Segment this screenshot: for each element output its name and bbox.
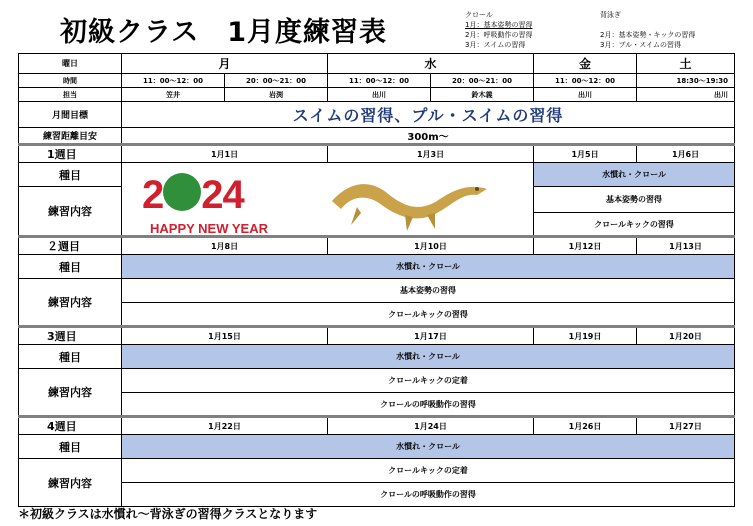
content-label: 練習内容 [19, 459, 122, 507]
dragon-face-icon [163, 173, 201, 211]
note-line [600, 20, 695, 30]
distance-value: 300m～ [122, 128, 735, 145]
week-label: 3週目 [19, 327, 122, 345]
distance-row [19, 128, 735, 145]
type-row [19, 163, 735, 187]
date-wednesday: 1月24日 [328, 417, 534, 435]
week-header-row [19, 145, 735, 163]
date-friday: 1月5日 [534, 145, 637, 163]
content-label: 練習内容 [19, 369, 122, 417]
day-row [19, 54, 735, 74]
note-line: 1月：基本姿勢の習得 [465, 21, 533, 29]
date-friday: 1月19日 [534, 327, 637, 345]
type-label: 種目 [19, 345, 122, 369]
date-monday: 1月8日 [122, 237, 328, 255]
date-saturday: 1月27日 [637, 417, 735, 435]
date-monday: 1月15日 [122, 327, 328, 345]
date-wednesday: 1月3日 [328, 145, 534, 163]
content-row [19, 483, 735, 507]
type-label: 種目 [19, 435, 122, 459]
content-row [19, 369, 735, 393]
type-cell: 水慣れ・クロール [122, 345, 735, 369]
type-cell: 水慣れ・クロール [534, 163, 735, 187]
content-cell: クロールキックの習得 [122, 303, 735, 327]
staff-cell: 出川 [637, 88, 735, 102]
time-cell: 18:30～19:30 [637, 74, 735, 88]
date-saturday: 1月20日 [637, 327, 735, 345]
staff-cell: 岩渕 [225, 88, 328, 102]
year-digits-left: 2 [142, 173, 164, 217]
type-row [19, 345, 735, 369]
goal-label: 月間目標 [19, 102, 122, 128]
year-2024 [142, 173, 244, 218]
note-line: クロール [465, 11, 493, 19]
content-label: 練習内容 [19, 187, 122, 237]
week-label: 1週目 [19, 145, 122, 163]
day-friday: 金 [534, 54, 637, 74]
week-header-row [19, 327, 735, 345]
content-row [19, 393, 735, 417]
day-label: 曜日 [19, 54, 122, 74]
date-wednesday: 1月10日 [328, 237, 534, 255]
dragon-icon [327, 171, 497, 233]
goal-row [19, 102, 735, 128]
date-monday: 1月1日 [122, 145, 328, 163]
time-cell: 11：00～12：00 [122, 74, 225, 88]
time-cell: 20：00～21：00 [431, 74, 534, 88]
note-line: 背泳ぎ [600, 11, 621, 19]
note-line: 3月：ブル・スイムの習得 [600, 41, 682, 49]
week-header-row [19, 417, 735, 435]
type-label: 種目 [19, 255, 122, 279]
date-wednesday: 1月17日 [328, 327, 534, 345]
page-title: 初級クラス 1月度練習表 [60, 17, 387, 48]
date-friday: 1月12日 [534, 237, 637, 255]
staff-cell: 出川 [328, 88, 431, 102]
date-saturday: 1月13日 [637, 237, 735, 255]
notes-crawl [465, 10, 532, 50]
footnote: ＊初級クラスは水慣れ～背泳ぎの習得クラスとなります [18, 507, 318, 521]
note-line: 2月：呼吸動作の習得 [465, 31, 533, 39]
date-monday: 1月22日 [122, 417, 328, 435]
content-row [19, 303, 735, 327]
time-row [19, 74, 735, 88]
content-cell: クロールキックの定着 [122, 459, 735, 483]
staff-row [19, 88, 735, 102]
schedule-table [18, 53, 735, 507]
type-cell: 水慣れ・クロール [122, 435, 735, 459]
new-year-banner [122, 163, 534, 237]
content-cell: クロールの呼吸動作の習得 [122, 483, 735, 507]
week-header-row [19, 237, 735, 255]
time-cell: 20：00～21：00 [225, 74, 328, 88]
date-friday: 1月26日 [534, 417, 637, 435]
week-label: ２週目 [19, 237, 122, 255]
staff-cell: 鈴木義 [431, 88, 534, 102]
day-monday: 月 [122, 54, 328, 74]
content-label: 練習内容 [19, 279, 122, 327]
year-digits-right: 24 [201, 173, 244, 217]
note-line: 3月：スイムの習得 [465, 41, 526, 49]
date-saturday: 1月6日 [637, 145, 735, 163]
notes-backstroke [600, 10, 695, 50]
staff-cell: 笠井 [122, 88, 225, 102]
goal-text: スイムの習得、プル・スイムの習得 [122, 102, 735, 128]
distance-label: 練習距離目安 [19, 128, 122, 145]
time-cell: 11：00～12：00 [534, 74, 637, 88]
day-wednesday: 水 [328, 54, 534, 74]
content-cell: 基本姿勢の習得 [534, 187, 735, 213]
time-cell: 11：00～12：00 [328, 74, 431, 88]
content-row [19, 459, 735, 483]
week-label: 4週目 [19, 417, 122, 435]
content-cell: クロールキックの定着 [122, 369, 735, 393]
content-cell: クロールキックの習得 [534, 213, 735, 237]
type-cell: 水慣れ・クロール [122, 255, 735, 279]
staff-label: 担当 [19, 88, 122, 102]
type-label: 種目 [19, 163, 122, 187]
time-label: 時間 [19, 74, 122, 88]
type-row [19, 255, 735, 279]
day-saturday: 土 [637, 54, 735, 74]
happy-new-year-text: HAPPY NEW YEAR [150, 221, 268, 236]
note-line: 2月：基本姿勢・キックの習得 [600, 31, 696, 39]
staff-cell: 出川 [534, 88, 637, 102]
content-row [19, 279, 735, 303]
type-row [19, 435, 735, 459]
content-cell: 基本姿勢の習得 [122, 279, 735, 303]
content-cell: クロールの呼吸動作の習得 [122, 393, 735, 417]
